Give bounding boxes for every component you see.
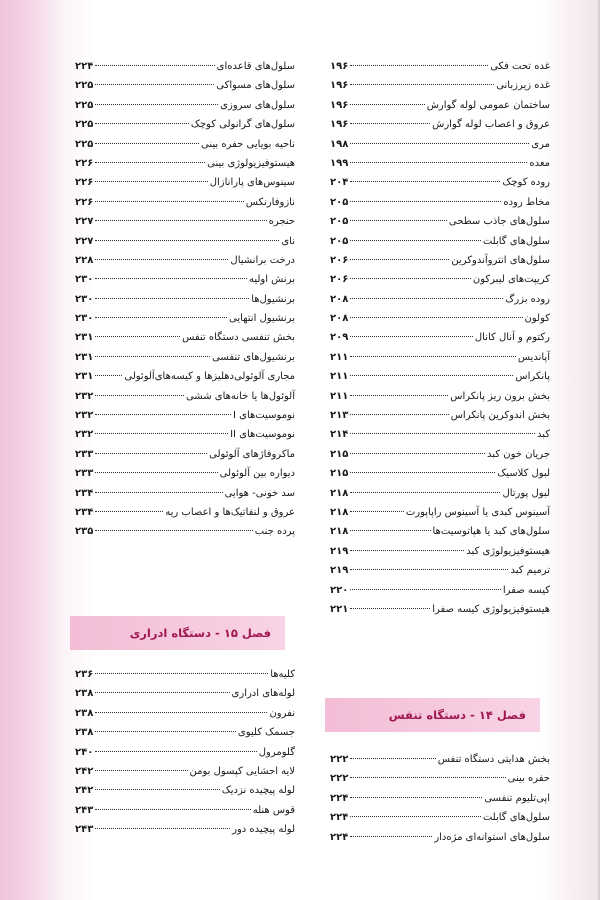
toc-entry [75,173,295,192]
toc-entry-title: کیسه صفرا [502,584,550,596]
dot-leader [350,569,508,570]
toc-entry-page-number: ۲۲۸ [75,254,94,266]
toc-entry [330,581,550,600]
toc-entry [75,232,295,251]
dot-leader [350,797,482,798]
toc-entry-title: نوموسیت‌های II [230,429,295,441]
toc-entry [75,704,295,723]
dot-leader [95,530,252,531]
dot-leader [95,278,247,279]
toc-entry [330,232,550,251]
toc-entry-title: روده بزرگ [505,293,550,305]
dot-leader [350,414,448,415]
toc-entry-title: بخش تنفسی دستگاه تنفس [182,332,295,344]
toc-entry-title: سلول‌های انتروآندوکرین [451,254,550,266]
dot-leader [95,356,210,357]
dot-leader [350,278,471,279]
toc-entry-title: سلول‌های گرانولی کوچک [190,119,295,131]
toc-entry-title: لوله پیچیده دور [232,824,295,836]
dot-leader [95,511,163,512]
toc-entry-page-number: ۲۰۸ [330,293,349,305]
toc-entry-page-number: ۲۳۰ [75,313,94,325]
toc-entry [330,76,550,95]
dot-leader [95,809,250,810]
dot-leader [350,298,503,299]
dot-leader [95,143,199,144]
toc-entry-title: هیستوفیزیولوژی کیسه صفرا [432,603,550,615]
toc-entry-title: کلیه‌ها [270,669,295,680]
toc-entry-title: آسینوس کبدی یا آسینوس راپاپورت [405,506,550,518]
toc-entry [75,801,295,820]
dot-leader [350,758,435,759]
toc-entry-title: ناحیه بویایی حفره بینی [201,138,295,150]
toc-entry-title: بخش اندوکرین پانکراس [450,410,550,422]
toc-entry [330,96,550,115]
toc-entry [330,600,550,619]
toc-entry-page-number: ۱۹۶ [330,61,349,72]
dot-leader [350,550,464,551]
toc-entry-page-number: ۲۲۲ [330,754,349,765]
toc-entry-page-number: ۲۰۶ [330,274,349,286]
toc-entry-title: بخش هدایتی دستگاه تنفس [437,754,550,765]
toc-entry-title: برنش اولیه [248,274,295,286]
toc-entry-page-number: ۲۳۱ [75,371,94,383]
toc-entry-title: کریپت‌های لیبرکون [472,274,550,286]
dot-leader [350,608,430,609]
toc-entry-title: سد خونی- هوایی [224,487,295,499]
dot-leader [95,123,189,124]
toc-entry [330,464,550,483]
toc-entry-page-number: ۲۲۷ [75,235,94,247]
toc-entry [330,484,550,503]
toc-entry-title: حنجره [268,216,295,228]
dot-leader [95,201,243,202]
toc-entry-page-number: ۲۴۲ [75,765,94,777]
dot-leader [95,298,249,299]
toc-entry [330,135,550,154]
toc-entry [75,309,295,328]
dot-leader [95,692,229,693]
toc-entry-page-number: ۲۰۶ [330,254,349,266]
toc-entry-page-number: ۲۳۶ [75,669,94,680]
toc-entry [75,522,295,541]
dot-leader [350,181,500,182]
toc-entry-title: معده [529,157,550,169]
toc-entry [330,348,550,367]
toc-entry [75,820,295,839]
toc-entry-page-number: ۲۲۷ [75,216,94,228]
toc-entry-title: اپی‌تلیوم تنفسی [484,792,550,804]
toc-entry-title: پانکراس [515,371,550,383]
toc-entry [75,406,295,425]
toc-entry [75,76,295,95]
toc-entry-page-number: ۲۳۱ [75,332,94,344]
toc-entry [75,135,295,154]
dot-leader [350,395,448,396]
toc-entry-title: ماکروفاژهای آلوئولی [209,448,295,460]
toc-entry-title: درخت برانشیال [230,254,295,266]
dot-leader [95,414,231,415]
toc-entry-page-number: ۲۳۲ [75,390,94,402]
toc-entry-title: نوموسیت‌های I [233,410,295,422]
toc-entry-title: کولون [524,313,550,325]
toc-entry-title: برنشیول‌ها [251,293,295,305]
toc-entry-page-number: ۲۳۲ [75,429,94,441]
toc-entry-title: سلول‌های استوانه‌ای مژه‌دار [434,831,550,843]
toc-entry-page-number: ۲۴۲ [75,785,94,797]
toc-entry-page-number: ۲۳۴ [75,506,94,518]
toc-entry-title: روده کوچک [502,177,550,189]
dot-leader [350,336,473,337]
toc-entry-title: نفرون [269,707,295,719]
toc-entry [330,425,550,444]
toc-entry [75,665,295,684]
toc-chapter-14-column [330,750,550,847]
toc-entry-title: جسمک کلیوی [237,727,295,739]
toc-entry-page-number: ۲۱۵ [330,448,349,460]
toc-entry [330,828,550,847]
toc-entry [330,328,550,347]
dot-leader [350,220,447,221]
toc-entry [75,781,295,800]
toc-entry-title: مجاری آلوئولی‌دهلیزها و کیسه‌های‌آلوئولی [124,371,295,383]
toc-entry [75,193,295,212]
dot-leader [95,181,207,182]
toc-entry [75,425,295,444]
toc-entry-title: دیواره بین آلوئولی [219,468,295,480]
toc-entry-page-number: ۲۱۱ [330,371,349,383]
chapter-15-heading: فصل ۱۵ - دستگاه ادراری [70,616,285,650]
toc-entry-page-number: ۲۲۵ [75,119,94,131]
dot-leader [95,317,227,318]
toc-entry-title: سلول‌های کبد یا هپاتوسیت‌ها [432,526,550,538]
toc-entry [75,328,295,347]
toc-entry-page-number: ۲۱۸ [330,487,349,499]
toc-entry-page-number: ۲۲۴ [330,792,349,804]
toc-entry-page-number: ۱۹۹ [330,157,349,169]
dot-leader [95,731,236,732]
dot-leader [95,336,180,337]
toc-entry [75,290,295,309]
toc-entry-page-number: ۲۲۶ [75,157,94,169]
toc-entry-page-number: ۲۲۵ [75,138,94,150]
toc-entry [330,750,550,769]
toc-entry-page-number: ۲۲۵ [75,99,94,111]
dot-leader [95,751,256,752]
toc-entry-title: کبد [536,429,550,441]
dot-leader [95,453,207,454]
toc-entry-title: سلول‌های قاعده‌ای [216,61,295,72]
toc-entry [330,290,550,309]
dot-leader [350,511,404,512]
toc-entry-title: رکتوم و آنال کانال [474,332,550,344]
toc-entry-page-number: ۲۰۵ [330,196,349,208]
toc-entry [330,387,550,406]
dot-leader [95,220,266,221]
dot-leader [95,104,218,105]
toc-entry [75,503,295,522]
toc-entry-page-number: ۲۰۴ [330,177,349,189]
toc-entry [330,503,550,522]
toc-entry-page-number: ۲۲۲ [330,773,349,785]
dot-leader [95,259,228,260]
toc-entry-title: هیستوفیزیولوژی بینی [207,157,295,169]
toc-entry [330,561,550,580]
toc-entry [330,193,550,212]
toc-entry [330,542,550,561]
toc-entry-title: گلومرول [258,746,295,758]
toc-entry [75,212,295,231]
dot-leader [350,123,430,124]
toc-entry [330,309,550,328]
dot-leader [350,453,485,454]
dot-leader [350,492,500,493]
toc-entry-title: لایه احشایی کپسول بومن [189,765,295,777]
toc-entry-page-number: ۲۰۵ [330,216,349,228]
toc-entry [75,115,295,134]
toc-entry-page-number: ۲۳۳ [75,468,94,480]
toc-entry-page-number: ۲۳۸ [75,727,94,739]
toc-entry [75,57,295,76]
toc-entry [75,387,295,406]
chapter-14-heading: فصل ۱۴ - دستگاه تنفس [325,698,540,732]
toc-entry-title: مخاط روده [503,196,550,208]
dot-leader [350,472,495,473]
dot-leader [350,777,505,778]
toc-entry-title: برنشیول انتهایی [229,313,295,325]
toc-entry-title: غده زیرزبانی [496,80,550,92]
toc-entry-page-number: ۲۲۶ [75,196,94,208]
toc-entry [330,808,550,827]
toc-entry-title: برنشیول‌های تنفسی [212,351,295,363]
toc-entry [330,212,550,231]
dot-leader [350,375,513,376]
toc-entry-page-number: ۲۱۳ [330,410,349,422]
dot-leader [350,589,501,590]
toc-entry [330,57,550,76]
toc-entry-page-number: ۲۲۱ [330,603,349,615]
toc-entry [75,464,295,483]
toc-entry-page-number: ۲۱۸ [330,526,349,538]
toc-entry [75,762,295,781]
toc-entry [330,789,550,808]
dot-leader [350,836,432,837]
toc-entry-title: لبول پورتال [502,487,550,499]
dot-leader [350,356,516,357]
toc-entry [75,684,295,703]
toc-entry [330,406,550,425]
toc-entry-page-number: ۲۰۸ [330,313,349,325]
dot-leader [350,65,488,66]
toc-entry-page-number: ۲۳۴ [75,487,94,499]
toc-entry [330,173,550,192]
toc-entry-page-number: ۲۳۸ [75,707,94,719]
toc-entry-title: نازوفارنکس [245,196,295,208]
toc-entry-title: پرده جنب [254,526,295,538]
toc-entry [75,348,295,367]
toc-entry-page-number: ۱۹۶ [330,99,349,111]
toc-entry-title: عروق و لنفاتیک‌ها و اعصاب ریه [165,506,295,518]
dot-leader [95,395,184,396]
dot-leader [95,240,279,241]
toc-entry-page-number: ۲۴۰ [75,746,94,758]
dot-leader [95,65,214,66]
dot-leader [350,162,527,163]
toc-entry-page-number: ۲۳۰ [75,293,94,305]
toc-entry-page-number: ۲۱۹ [330,545,349,557]
toc-entry [330,769,550,788]
dot-leader [350,240,481,241]
toc-entry-title: ترمیم کبد [510,565,550,577]
toc-entry-title: لوله‌های ادراری [231,688,295,700]
dot-leader [350,816,481,817]
toc-entry-title: سلول‌های جاذب سطحی [448,216,550,228]
toc-entry-title: سلول‌های سروزی [220,99,295,111]
dot-leader [95,789,219,790]
toc-entry-page-number: ۲۳۸ [75,688,94,700]
toc-entry-page-number: ۲۳۲ [75,410,94,422]
toc-entry-title: جریان خون کبد [487,448,550,460]
toc-entry-page-number: ۲۲۴ [75,61,94,72]
toc-entry-page-number: ۲۱۹ [330,565,349,577]
toc-entry-title: قوس هنله [252,804,295,816]
toc-entry-title: عروق و اعصاب لوله گوارش [432,119,550,131]
toc-entry-page-number: ۲۱۱ [330,390,349,402]
toc-entry [75,367,295,386]
toc-entry-page-number: ۲۱۴ [330,429,349,441]
toc-entry-page-number: ۲۲۴ [330,812,349,824]
dot-leader [350,84,494,85]
dot-leader [350,317,522,318]
toc-entry-page-number: ۲۰۵ [330,235,349,247]
toc-entry-page-number: ۲۲۵ [75,80,94,92]
toc-entry [75,154,295,173]
toc-entry-page-number: ۲۳۵ [75,526,94,538]
toc-entry-title: حفره بینی [507,773,550,785]
toc-entry [75,723,295,742]
dot-leader [350,201,501,202]
dot-leader [95,492,222,493]
dot-leader [350,433,535,434]
toc-entry [330,522,550,541]
toc-chapter-15-column [75,665,295,840]
toc-entry-title: سلول‌های گابلت [482,235,550,247]
toc-entry-page-number: ۲۳۱ [75,351,94,363]
dot-leader [350,259,449,260]
toc-entry [75,484,295,503]
dot-leader [95,712,267,713]
dot-leader [350,143,529,144]
toc-entry-page-number: ۱۹۶ [330,80,349,92]
toc-entry-title: سلول‌های گابلت [482,812,550,824]
toc-entry-title: بخش برون ریز پانکراس [450,390,550,402]
toc-entry [75,743,295,762]
toc-entry [330,445,550,464]
dot-leader [350,104,424,105]
toc-left-column [75,57,295,542]
dot-leader [95,433,228,434]
toc-entry-page-number: ۲۴۳ [75,824,94,836]
dot-leader [95,770,187,771]
toc-entry [330,251,550,270]
toc-entry-title: سلول‌های مسواکی [216,80,295,92]
toc-entry [75,270,295,289]
toc-entry-title: آپاندیس [517,351,550,363]
toc-entry-page-number: ۲۲۶ [75,177,94,189]
dot-leader [95,162,205,163]
toc-entry-page-number: ۲۱۵ [330,468,349,480]
toc-entry-title: ساختمان عمومی لوله گوارش [426,99,550,111]
toc-entry [330,115,550,134]
toc-entry-page-number: ۲۳۰ [75,274,94,286]
toc-entry-title: نای [281,235,295,247]
toc-entry-page-number: ۱۹۶ [330,119,349,131]
toc-entry-page-number: ۲۳۳ [75,448,94,460]
toc-entry-title: سینوس‌های پارانازال [209,177,295,189]
toc-entry [75,251,295,270]
toc-entry-page-number: ۲۱۱ [330,351,349,363]
toc-entry-title: لوله پیچیده نزدیک [221,785,295,797]
toc-right-column [330,57,550,619]
toc-entry-page-number: ۲۱۸ [330,506,349,518]
toc-entry [75,96,295,115]
toc-entry [75,445,295,464]
toc-entry-page-number: ۲۲۰ [330,584,349,596]
toc-entry-title: مری [531,138,550,150]
dot-leader [350,530,430,531]
toc-entry-title: آلوئول‌ها یا خانه‌های ششی [185,390,295,402]
dot-leader [95,84,214,85]
dot-leader [95,828,230,829]
toc-entry-title: هیستوفیزیولوژی کبد [466,545,550,557]
dot-leader [95,472,217,473]
toc-entry-title: غده تحت فکی [490,61,550,72]
toc-entry-title: لبول کلاسیک [497,468,550,480]
toc-entry [330,154,550,173]
dot-leader [95,673,268,674]
toc-entry-page-number: ۲۲۴ [330,831,349,843]
toc-entry-page-number: ۲۴۳ [75,804,94,816]
toc-entry-page-number: ۲۰۹ [330,332,349,344]
toc-entry-page-number: ۱۹۸ [330,138,349,150]
toc-entry [330,270,550,289]
dot-leader [95,375,122,376]
toc-entry [330,367,550,386]
